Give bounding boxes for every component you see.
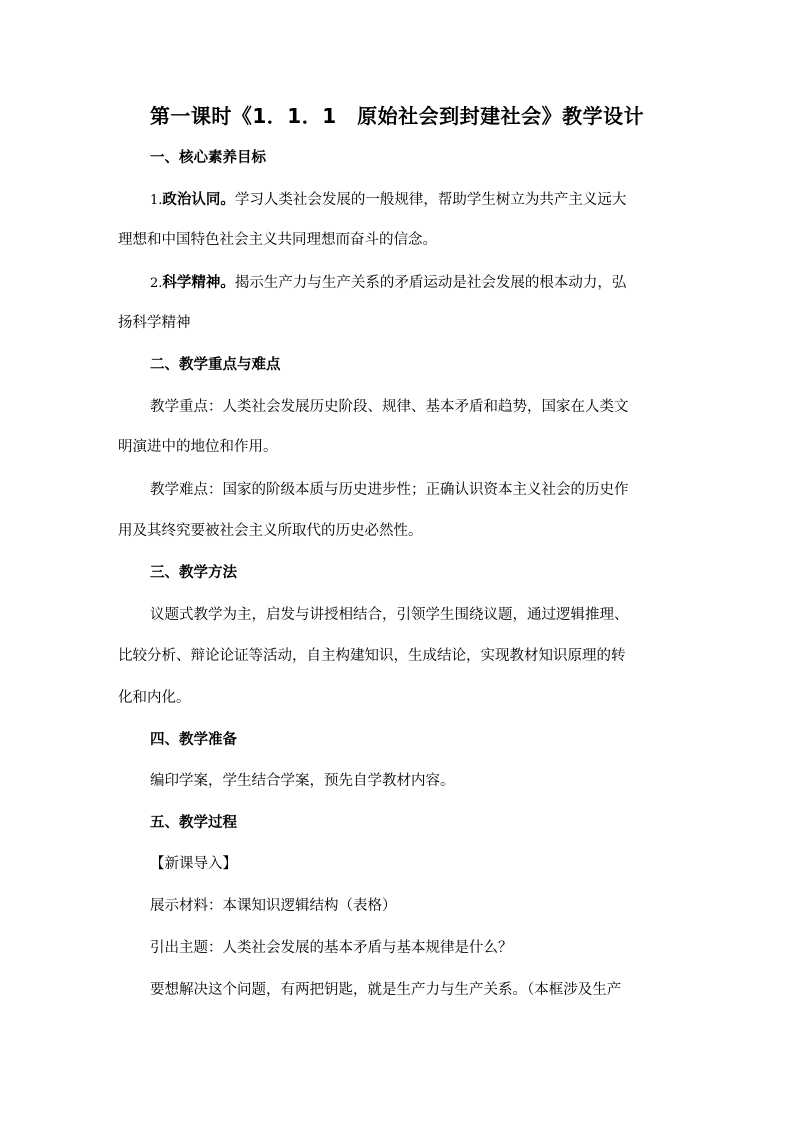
difficulty-line-2: 用及其终究要被社会主义所取代的历史必然性。 <box>118 523 423 539</box>
goal-item-2-lead: 科学精神。 <box>162 275 235 291</box>
focus-line-2: 明演进中的地位和作用。 <box>118 439 278 455</box>
process-line-1: 展示材料：本课知识逻辑结构（表格） <box>150 898 397 914</box>
section-heading-process: 五、教学过程 <box>150 815 237 831</box>
difficulty-line-1: 教学难点：国家的阶级本质与历史进步性；正确认识资本主义社会的历史作 <box>150 482 629 498</box>
section-heading-key-points: 二、教学重点与难点 <box>150 357 281 373</box>
methods-line-3: 化和内化。 <box>118 690 191 706</box>
section-heading-preparation: 四、教学准备 <box>150 732 237 748</box>
methods-line-2: 比较分析、辩论论证等活动，自主构建知识，生成结论，实现教材知识原理的转 <box>118 648 626 664</box>
process-subheading: 【新课导入】 <box>150 856 237 872</box>
goal-item-2-number: 2. <box>150 276 163 291</box>
preparation-line-1: 编印学案，学生结合学案，预先自学教材内容。 <box>150 773 455 789</box>
goal-item-2-line-2: 扬科学精神 <box>118 315 191 331</box>
goal-item-1-number: 1. <box>150 193 163 208</box>
focus-line-1: 教学重点：人类社会发展历史阶段、规律、基本矛盾和趋势，国家在人类文 <box>150 399 629 415</box>
page-title: 第一课时《1．1．1 原始社会到封建社会》教学设计 <box>149 104 645 128</box>
goal-item-1-text: 学习人类社会发展的一般规律，帮助学生树立为共产主义远大 <box>234 192 627 208</box>
goal-item-2-text: 揭示生产力与生产关系的矛盾运动是社会发展的根本动力，弘 <box>234 275 627 291</box>
process-line-2: 引出主题：人类社会发展的基本矛盾与基本规律是什么？ <box>150 940 513 956</box>
goal-item-1-lead: 政治认同。 <box>162 192 235 208</box>
methods-line-1: 议题式教学为主，启发与讲授相结合，引领学生围绕议题，通过逻辑推理、 <box>150 607 629 623</box>
goal-item-2-line-1 <box>150 273 626 294</box>
goal-item-1-line-2: 理想和中国特色社会主义共同理想而奋斗的信念。 <box>118 232 437 248</box>
process-line-3: 要想解决这个问题，有两把钥匙，就是生产力与生产关系。（本框涉及生产 <box>150 982 622 998</box>
section-heading-goals: 一、核心素养目标 <box>150 150 266 166</box>
goal-item-1-line-1 <box>150 190 626 211</box>
section-heading-methods: 三、教学方法 <box>150 565 237 581</box>
